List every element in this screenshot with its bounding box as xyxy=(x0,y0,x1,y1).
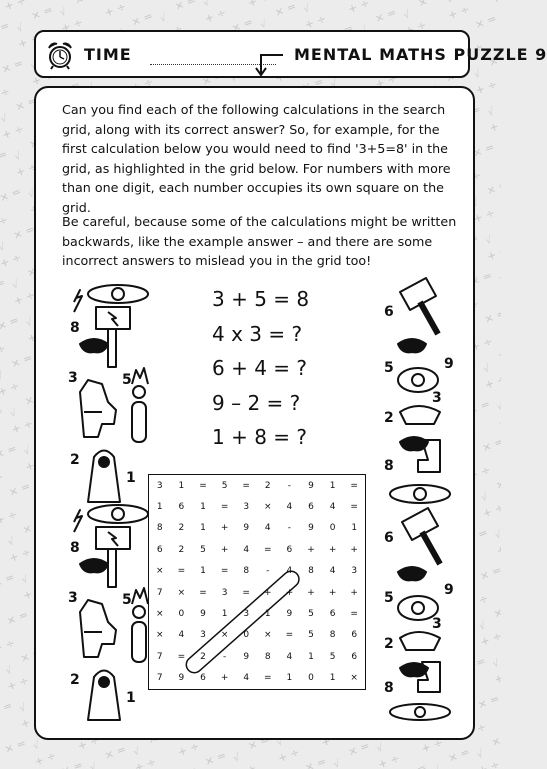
bracelet-icon xyxy=(88,285,148,303)
calculation-2: 4 x 3 = ? xyxy=(212,321,303,346)
grid-cell[interactable]: 1 xyxy=(221,609,228,620)
grid-cell[interactable]: = xyxy=(350,480,358,491)
grid-cell[interactable]: 4 xyxy=(264,523,271,534)
grid-cell[interactable]: = xyxy=(264,544,272,555)
grid-cell[interactable]: = xyxy=(350,609,358,620)
decor-digit: 5 xyxy=(122,372,132,388)
cape-icon xyxy=(400,632,440,650)
grid-cell[interactable]: = xyxy=(220,502,229,513)
puzzle-panel xyxy=(34,86,475,740)
grid-cell[interactable]: 5 xyxy=(308,630,314,641)
hammer-icon xyxy=(96,527,130,587)
grid-cell[interactable]: 9 xyxy=(308,480,314,491)
grid-cell[interactable]: 1 xyxy=(351,523,358,534)
grid-cell[interactable]: 0 xyxy=(329,523,336,534)
grid-cell[interactable]: 6 xyxy=(286,544,293,555)
grid-cell[interactable]: - xyxy=(266,566,270,577)
grid-cell[interactable]: + xyxy=(350,587,358,598)
grid-cell[interactable]: 1 xyxy=(264,609,271,620)
decor-digit: 5 xyxy=(384,590,394,606)
decor-digit: 8 xyxy=(384,458,394,474)
grid-cell[interactable]: = xyxy=(242,480,250,491)
alarm-clock-icon xyxy=(46,40,74,70)
grid-cell[interactable]: = xyxy=(350,502,358,513)
grid-cell[interactable]: 4 xyxy=(286,566,293,577)
grid-cell[interactable]: 1 xyxy=(286,673,293,684)
grid-cell[interactable]: × xyxy=(264,502,272,513)
grid-cell[interactable]: + xyxy=(307,587,315,598)
grid-cell[interactable]: 6 xyxy=(329,609,336,620)
right-decoration-column xyxy=(378,272,468,722)
grid-cell[interactable]: 4 xyxy=(286,651,293,662)
mask-icon xyxy=(398,339,426,352)
grid-cell[interactable]: 1 xyxy=(329,480,336,491)
grid-cell[interactable]: 1 xyxy=(308,651,314,662)
decor-digit: 2 xyxy=(70,672,80,688)
grid-cell[interactable]: 9 xyxy=(308,523,314,534)
grid-cell[interactable]: 7 xyxy=(156,651,163,662)
decor-digit: 3 xyxy=(432,616,442,632)
glove-icon xyxy=(80,380,116,437)
grid-cell[interactable]: 8 xyxy=(243,566,250,577)
grid-cell[interactable]: 9 xyxy=(286,609,293,620)
decor-digit: 6 xyxy=(384,530,394,546)
grid-cell[interactable]: 2 xyxy=(178,523,185,534)
grid-cell[interactable]: 4 xyxy=(329,502,336,513)
grid-cell[interactable]: 2 xyxy=(200,651,206,662)
search-grid xyxy=(148,474,366,690)
grid-cell[interactable]: 1 xyxy=(329,673,336,684)
time-label: TIME xyxy=(84,45,132,64)
grid-cell[interactable]: 0 xyxy=(178,609,185,620)
grid-cell[interactable]: 5 xyxy=(329,651,336,662)
grid-cell[interactable]: 1 xyxy=(200,502,206,513)
grid-cell[interactable]: 9 xyxy=(243,651,250,662)
grid-cell[interactable]: 3 xyxy=(243,609,250,620)
grid-cell[interactable]: = xyxy=(285,630,294,641)
decor-digit: 3 xyxy=(68,590,78,606)
decor-digit: 8 xyxy=(70,540,80,556)
grid-cell[interactable]: 2 xyxy=(264,480,271,491)
grid-cell[interactable]: 6 xyxy=(156,544,163,555)
grid-cell[interactable]: 4 xyxy=(329,566,336,577)
decor-digit: 2 xyxy=(384,410,394,426)
decor-digit: 5 xyxy=(384,360,394,376)
grid-cell[interactable]: 1 xyxy=(200,523,206,534)
grid-cell[interactable]: 4 xyxy=(243,673,250,684)
grid-cell[interactable]: 1 xyxy=(156,502,163,513)
grid-cell[interactable]: 4 xyxy=(243,544,250,555)
grid-cell[interactable]: = xyxy=(199,480,207,491)
hammer-icon xyxy=(400,278,438,334)
bracelet-icon xyxy=(88,505,148,523)
decor-digit: 1 xyxy=(126,470,136,486)
grid-cell[interactable]: × xyxy=(177,587,186,598)
grid-cell[interactable]: = xyxy=(199,587,207,598)
grid-cell[interactable]: 3 xyxy=(221,587,228,598)
grid-cell[interactable]: 0 xyxy=(308,673,314,684)
cape-icon xyxy=(88,671,120,721)
grid-cell[interactable]: 9 xyxy=(243,523,250,534)
grid-cell[interactable]: - xyxy=(287,480,292,491)
bracelet-icon xyxy=(390,704,450,720)
grid-cell[interactable]: × xyxy=(220,630,229,641)
grid-cell[interactable]: + xyxy=(220,544,229,555)
grid-cell[interactable]: 3 xyxy=(156,480,163,491)
grid-cell[interactable]: - xyxy=(287,523,292,534)
grid-cell[interactable]: - xyxy=(222,651,227,662)
grid-cell[interactable]: + xyxy=(307,544,315,555)
grid-cell[interactable]: 6 xyxy=(351,651,358,662)
grid-cell[interactable]: 3 xyxy=(243,502,250,513)
calculation-1: 3 + 5 = 8 xyxy=(212,287,310,311)
grid-cell[interactable]: + xyxy=(328,544,337,555)
grid-cell[interactable]: 6 xyxy=(351,630,358,641)
decor-digit: 2 xyxy=(384,636,394,652)
grid-cell[interactable]: 3 xyxy=(200,630,206,641)
grid-cell[interactable]: 8 xyxy=(156,523,163,534)
instructions-paragraph-2: Be careful, because some of the calculations might be written backwards, like the example answer – and there are some incorrect answers to mislead you in the grid too! xyxy=(62,214,457,269)
grid-cell[interactable]: + xyxy=(220,523,229,534)
decor-digit: 3 xyxy=(432,390,442,406)
decor-digit: 5 xyxy=(122,592,132,608)
grid-cell[interactable]: = xyxy=(220,566,229,577)
cape-icon xyxy=(400,406,440,424)
left-decoration-column xyxy=(58,272,158,722)
grid-cell[interactable]: + xyxy=(328,587,337,598)
grid-cell[interactable]: 2 xyxy=(178,544,185,555)
grid-cell[interactable]: × xyxy=(264,630,272,641)
grid-cell[interactable]: 1 xyxy=(200,566,206,577)
page-title: MENTAL MATHS PUZZLE 9 xyxy=(294,45,547,64)
calculation-3: 6 + 4 = ? xyxy=(212,356,308,380)
grid-cell[interactable]: 5 xyxy=(200,544,206,555)
grid-cell[interactable]: 6 xyxy=(308,502,314,513)
mask-icon xyxy=(398,567,426,580)
grid-cell[interactable]: + xyxy=(285,587,294,598)
torch-icon xyxy=(132,368,148,442)
bracelet-icon xyxy=(390,485,450,503)
decor-digit: 2 xyxy=(70,452,80,468)
grid-cell[interactable]: 1 xyxy=(178,480,185,491)
grid-cell[interactable]: 6 xyxy=(200,673,206,684)
grid-cell[interactable]: × xyxy=(350,673,358,684)
grid-cell[interactable]: 9 xyxy=(178,673,185,684)
calculation-5: 1 + 8 = ? xyxy=(212,425,308,449)
hammer-icon xyxy=(402,508,440,564)
grid-cell[interactable]: 8 xyxy=(308,566,314,577)
grid-cell[interactable]: × xyxy=(156,630,164,641)
grid-cell[interactable]: 7 xyxy=(156,587,163,598)
grid-cell[interactable]: × xyxy=(156,609,164,620)
grid-cell[interactable]: + xyxy=(264,587,272,598)
instructions-paragraph-1: Can you find each of the following calculations in the search grid, along with its correct answer? So, for example, for the first calculation below you would need to find '3+5=8' in the grid, as highlighted in the grid below. For numbers with more than one digit, each number occupies its own square on the grid. xyxy=(62,102,451,215)
grid-cell[interactable]: 9 xyxy=(200,609,206,620)
mask-icon xyxy=(80,559,108,572)
decor-digit: 6 xyxy=(384,304,394,320)
header-bar xyxy=(34,30,547,78)
grid-cell[interactable]: + xyxy=(350,544,358,555)
glove-icon xyxy=(80,600,116,657)
grid-cell[interactable]: 4 xyxy=(286,502,293,513)
grid-cell[interactable]: + xyxy=(220,673,229,684)
grid-cell[interactable]: 5 xyxy=(308,609,314,620)
grid-cell[interactable]: = xyxy=(242,587,250,598)
grid-cell[interactable]: 8 xyxy=(264,651,271,662)
calculation-list xyxy=(212,282,312,455)
grid-cell[interactable]: 5 xyxy=(221,480,228,491)
grid-cell[interactable]: 8 xyxy=(329,630,336,641)
mask-icon xyxy=(80,339,108,352)
grid-cell[interactable]: = xyxy=(264,673,272,684)
grid-cell[interactable]: 4 xyxy=(178,630,185,641)
decor-digit: 9 xyxy=(444,356,454,372)
grid-cell[interactable]: 7 xyxy=(156,673,163,684)
arrow-icon xyxy=(249,52,285,78)
hammer-icon xyxy=(96,307,130,367)
grid-cell[interactable]: 6 xyxy=(178,502,185,513)
bracelet-icon xyxy=(398,368,438,392)
calculation-4: 9 – 2 = ? xyxy=(212,390,301,415)
grid-cell[interactable]: × xyxy=(156,566,164,577)
torch-icon xyxy=(132,588,148,662)
decor-digit: 3 xyxy=(68,370,78,386)
grid-cell[interactable]: = xyxy=(177,651,186,662)
decor-digit: 1 xyxy=(126,690,136,706)
grid-cell[interactable]: = xyxy=(177,566,186,577)
cape-icon xyxy=(88,451,120,503)
decor-digit: 9 xyxy=(444,582,454,598)
grid-cell[interactable]: 0 xyxy=(243,630,250,641)
grid-cell[interactable]: 3 xyxy=(351,566,358,577)
decor-digit: 8 xyxy=(70,320,80,336)
decor-digit: 8 xyxy=(384,680,394,696)
